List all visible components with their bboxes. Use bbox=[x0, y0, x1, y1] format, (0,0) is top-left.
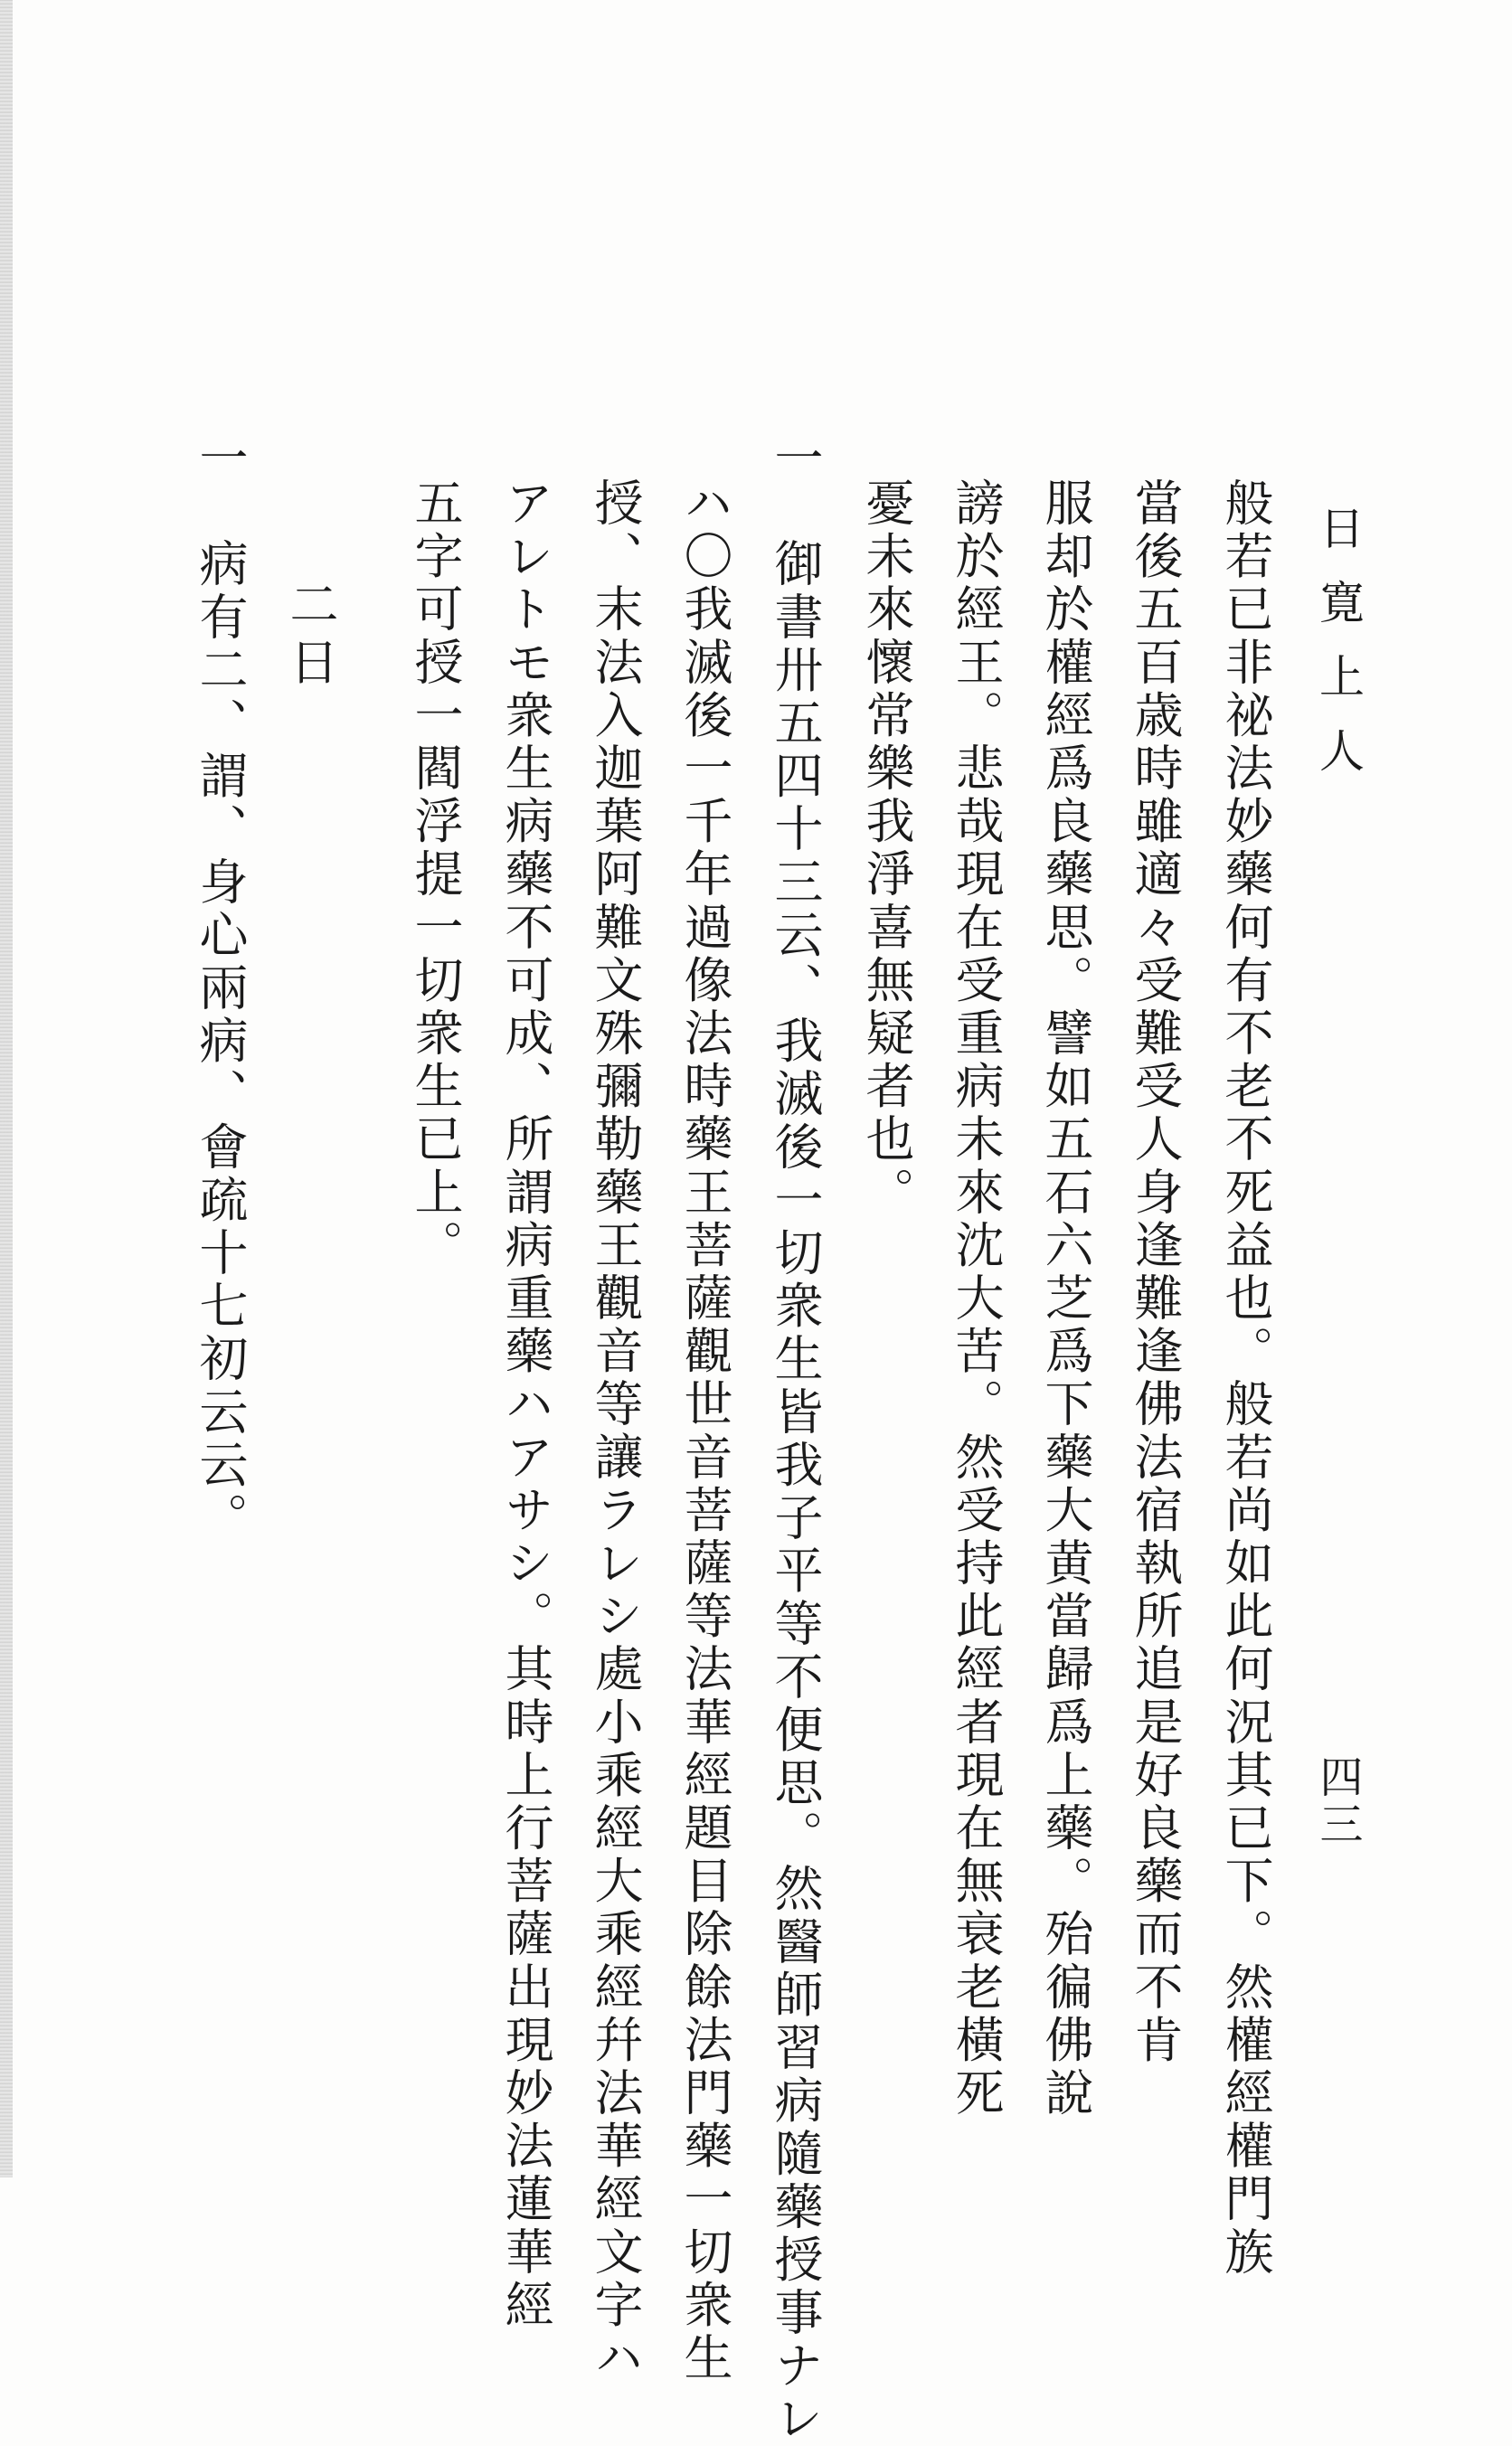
text-column-6: 一 御書卅五四十三云、我滅後一切衆生皆我子平等不便思。然醫師習病隨藥授事ナレ bbox=[767, 432, 824, 2446]
text-column-2: 當後五百歳時雖適々受難受人身逢難逢佛法宿執所追是好良藥而不肯 bbox=[1127, 477, 1184, 2067]
scan-edge bbox=[0, 0, 13, 2177]
page-number: 四三 bbox=[1312, 1754, 1363, 1848]
text-column-3: 服却於權經爲良藥思。譬如五石六芝爲下藥大黄當歸爲上藥。殆徧佛說 bbox=[1037, 477, 1094, 2120]
text-column-8: 授、末法入迦葉阿難文殊彌勒藥王觀音等讓ラレシ處小乘經大乘經幷法華經文字ハ bbox=[587, 477, 644, 2385]
text-column-7: ハ〇我滅後一千年過像法時藥王菩薩觀世音菩薩等法華經題目除餘法門藥一切衆生 bbox=[676, 477, 733, 2385]
running-head: 日寛上人 bbox=[1312, 505, 1365, 801]
text-column-5: 憂未來懷常樂我淨喜無疑者也。 bbox=[858, 477, 915, 1220]
text-column-4: 謗於經王。悲哉現在受重病未來沈大苦。然受持此經者現在無衰老橫死 bbox=[948, 477, 1005, 2120]
text-column-9: アレトモ衆生病藥不可成、所謂病重藥ハアサシ。其時上行菩薩出現妙法蓮華經 bbox=[497, 477, 554, 2332]
text-column-10: 五字可授一閻浮提一切衆生已上。 bbox=[407, 477, 464, 1272]
text-column-1: 般若已非祕法妙藥何有不老不死益也。般若尚如此何況其已下。然權經權門族 bbox=[1217, 477, 1274, 2280]
entry-column: 一 病有二、謂、身心兩病、會疏十七初云云。 bbox=[192, 432, 249, 1545]
date-heading: 二日 bbox=[282, 579, 339, 694]
